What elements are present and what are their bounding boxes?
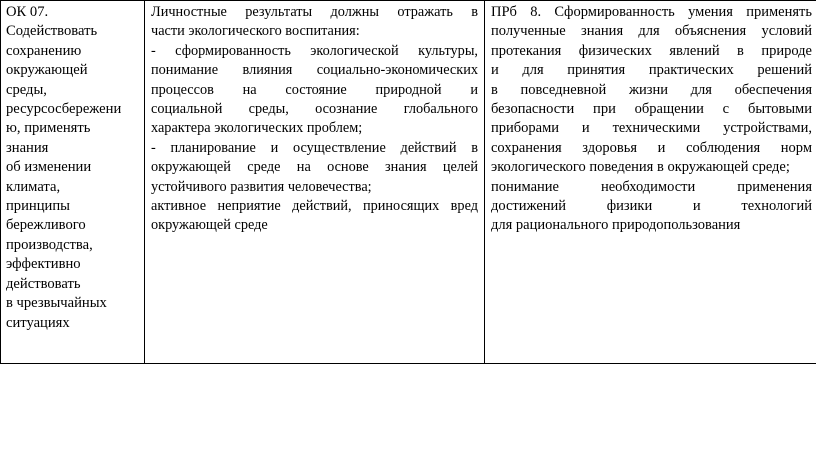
personal-results-line: понимание влияния социально-экономических <box>151 62 478 79</box>
subject-results-line: экологического поведения в окружающей среде; <box>491 159 790 176</box>
competency-line: ресурсосбережени <box>6 101 122 118</box>
personal-results-line: активное неприятие действий, приносящих вред <box>151 198 478 215</box>
competency-line: знания <box>6 139 49 156</box>
competency-line: ОК 07. <box>6 4 49 20</box>
personal-results-line: Личностные результаты должны отражать в <box>151 4 478 20</box>
competency-line: среды, <box>6 81 47 98</box>
subject-results-line: и для принятия практических решений <box>491 62 812 79</box>
subject-results-line: полученные знания для объяснения условий <box>491 23 812 40</box>
personal-results-cell <box>145 1 485 364</box>
subject-results-line: протекания физических явлений в природе <box>491 42 812 59</box>
personal-results-line: окружающей среде на основе знания целей <box>151 159 478 176</box>
subject-results-line: для рационального природопользования <box>491 217 741 234</box>
subject-results-line: безопасности при обращении с бытовыми <box>491 101 812 118</box>
personal-results-line: окружающей среде <box>151 217 268 234</box>
competency-line: производства, <box>6 236 93 253</box>
subject-results-line: достижений физики и технологий <box>491 198 812 215</box>
competency-line: окружающей <box>6 62 88 79</box>
competency-line: Содействовать <box>6 23 98 40</box>
subject-results-line: понимание необходимости применения <box>491 178 812 195</box>
competency-line: ю, применять <box>6 120 91 137</box>
competency-line: эффективно <box>6 256 81 273</box>
personal-results-line: социальной среды, осознание глобального <box>151 101 478 118</box>
competency-line: действовать <box>6 275 81 292</box>
competency-line: в чрезвычайных <box>6 295 107 312</box>
subject-results-line: сохранения здоровья и соблюдения норм <box>491 139 812 156</box>
competency-line: ситуациях <box>6 314 70 331</box>
personal-results-line: устойчивого развития человечества; <box>151 178 372 195</box>
competency-line: климата, <box>6 178 61 195</box>
subject-results-line: ПРб 8. Сформированность умения применять <box>491 4 812 20</box>
competency-line: бережливого <box>6 217 86 234</box>
personal-results-line: - сформированность экологической культуры, <box>151 42 478 59</box>
personal-results-line: части экологического воспитания: <box>151 23 360 40</box>
personal-results-line: - планирование и осуществление действий в <box>151 139 478 156</box>
personal-results-line: характера экологических проблем; <box>151 120 363 137</box>
table-row <box>1 1 816 364</box>
competency-cell <box>1 1 145 364</box>
competency-line: сохранению <box>6 42 82 59</box>
competency-line: об изменении <box>6 159 92 176</box>
competency-line: принципы <box>6 198 70 215</box>
subject-results-line: в повседневной жизни для обеспечения <box>491 81 812 98</box>
subject-results-cell <box>485 1 816 364</box>
personal-results-line: процессов на состояние природной и <box>151 81 478 98</box>
subject-results-line: приборами и техническими устройствами, <box>491 120 812 137</box>
